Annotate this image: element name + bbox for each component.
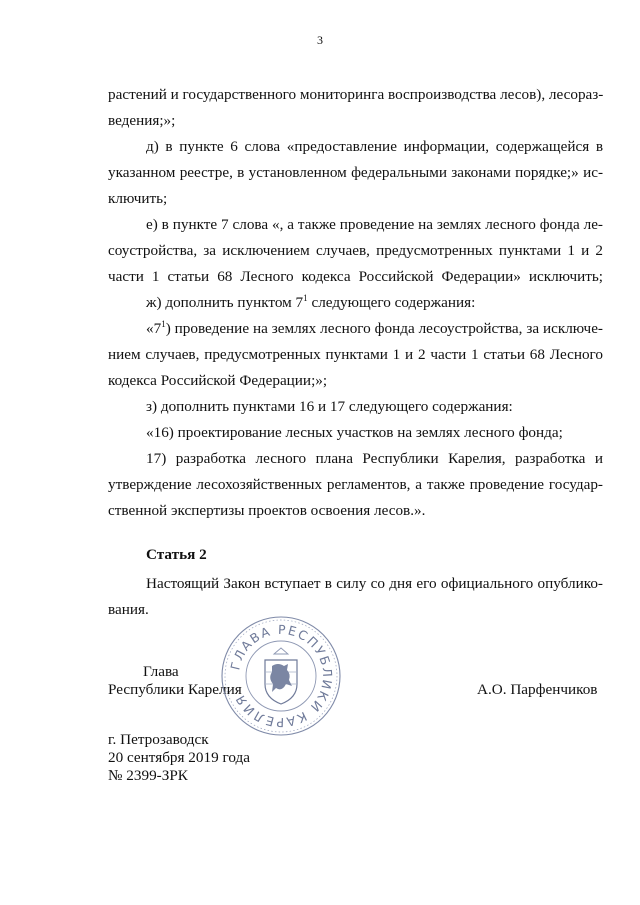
body-line: з) дополнить пунктами 16 и 17 следующего содержания:: [146, 398, 513, 415]
city: г. Петрозаводск: [108, 731, 209, 748]
page-number: 3: [317, 33, 323, 47]
body-line: указанном реестре, в установленном федеральными законами порядке;» ис-: [108, 164, 603, 181]
body-line: 17) разработка лесного плана Республики Карелия, разработка и: [146, 450, 603, 467]
body-line: «16) проектирование лесных участков на землях лесного фонда;: [146, 424, 563, 441]
superscript: 1: [303, 293, 308, 303]
seal-text: ГЛАВА РЕСПУБЛИКИ КАРЕЛИЯ: [227, 621, 336, 731]
body-line: соустройства, за исключением случаев, предусмотренных пунктами 1 и 2: [108, 242, 603, 259]
body-line: нием случаев, предусмотренных пунктами 1 и 2 части 1 статьи 68 Лесного: [108, 346, 603, 363]
article-heading: Статья 2: [146, 546, 207, 563]
body-line: ственной экспертизы проектов освоения лесов.».: [108, 502, 426, 519]
article-text-line: Настоящий Закон вступает в силу со дня его официального опублико-: [146, 575, 603, 592]
document-date: 20 сентября 2019 года: [108, 749, 250, 766]
coat-of-arms-icon: [265, 648, 297, 704]
official-seal: [214, 614, 348, 738]
body-line: ключить;: [108, 190, 168, 207]
body-line: утверждение лесохозяйственных регламентов, а также проведение государ-: [108, 476, 603, 493]
body-line: части 1 статьи 68 Лесного кодекса Российской Федерации» исключить;: [108, 268, 603, 285]
article-text-line: вания.: [108, 601, 149, 618]
signatory-name: А.О. Парфенчиков: [477, 681, 598, 698]
body-line: д) в пункте 6 слова «предоставление информации, содержащейся в: [146, 138, 603, 155]
signatory-title-line2: Республики Карелия: [108, 681, 242, 698]
law-number: № 2399-ЗРК: [108, 767, 188, 784]
body-line: ж) дополнить пунктом $7^1$ следующего содержания:: [146, 293, 476, 311]
body-line: кодекса Российской Федерации;»;: [108, 372, 328, 389]
body-line: растений и государственного мониторинга воспроизводства лесов), лесораз-: [108, 86, 604, 103]
body-line: е) в пункте 7 слова «, а также проведение на землях лесного фонда ле-: [146, 216, 603, 233]
body-line: «$7^1$) проведение на землях лесного фонда лесоустройства, за исключе-: [146, 319, 603, 337]
signatory-title-line1: Глава: [143, 663, 179, 680]
body-line: ведения;»;: [108, 112, 176, 129]
superscript: 1: [161, 319, 166, 329]
